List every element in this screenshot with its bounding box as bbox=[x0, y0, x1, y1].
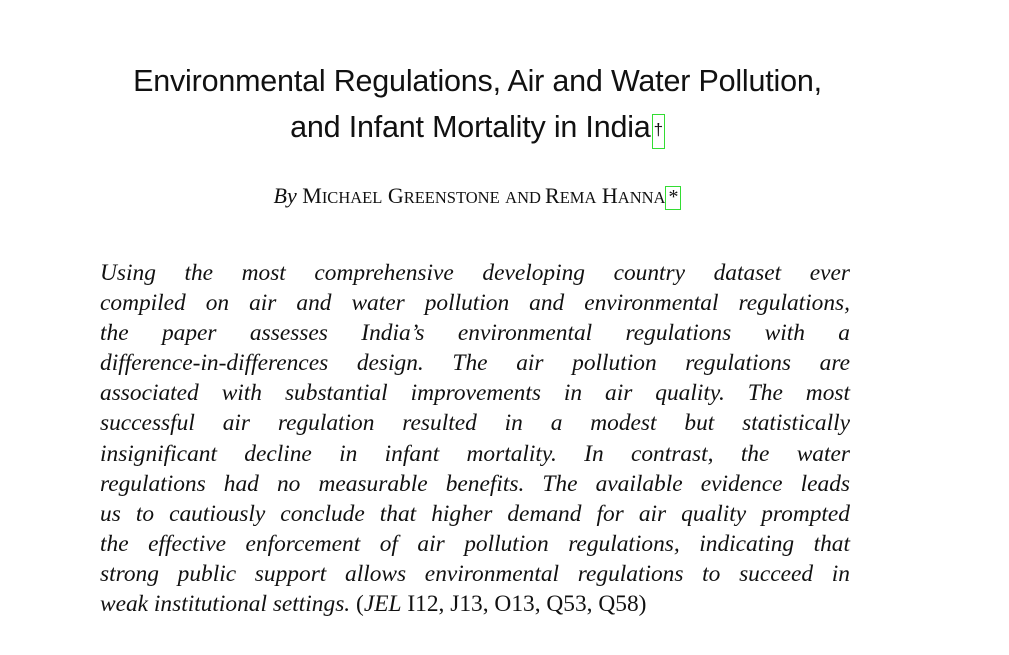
author-2-first-rest: EMA bbox=[559, 188, 597, 207]
abstract-line: insignificant decline in infant mortality. In contrast, the water bbox=[100, 440, 850, 467]
abstract-line: successful air regulation resulted in a modest but statistically bbox=[100, 410, 850, 437]
abstract-line: strong public support allows environmental regulations to succeed in bbox=[100, 560, 850, 587]
abstract-line: the paper assesses India’s environmental regulations with a bbox=[100, 320, 850, 347]
author-1-first-rest: ICHAEL bbox=[321, 188, 383, 207]
jel-classification: (JEL I12, J13, O13, Q53, Q58) bbox=[356, 591, 647, 618]
abstract bbox=[100, 258, 850, 619]
title-line-1: Environmental Regulations, Air and Water Pollution, bbox=[133, 64, 822, 98]
abstract-line: difference-in-differences design. The air pollution regulations are bbox=[100, 350, 850, 377]
author-2 bbox=[545, 183, 665, 208]
byline-footnote-link[interactable]: * bbox=[665, 186, 681, 210]
title-footnote-link[interactable]: † bbox=[652, 114, 665, 149]
abstract-line: the effective enforcement of air pollution regulations, indicating that bbox=[100, 530, 850, 557]
author-byline bbox=[0, 180, 955, 214]
byline-joiner: AND bbox=[505, 188, 546, 207]
abstract-line: compiled on air and water pollution and environmental regulations, bbox=[100, 290, 850, 317]
abstract-last-line bbox=[100, 589, 850, 619]
jel-codes: I12, J13, O13, Q53, Q58 bbox=[407, 591, 639, 618]
abstract-line: Using the most comprehensive developing country dataset ever bbox=[100, 260, 850, 286]
abstract-line: regulations had no measurable benefits. The available evidence leads bbox=[100, 470, 850, 497]
abstract-line: weak institutional settings. bbox=[100, 591, 351, 618]
author-2-last-initial: H bbox=[601, 183, 618, 208]
author-1-first-initial: M bbox=[302, 183, 322, 208]
author-1 bbox=[302, 183, 499, 208]
author-1-last-initial: G bbox=[387, 183, 404, 208]
author-2-last-rest: ANNA bbox=[617, 188, 666, 207]
author-2-first-initial: R bbox=[545, 183, 560, 208]
author-1-last-rest: REENSTONE bbox=[403, 188, 500, 207]
title-line-2-text: and Infant Mortality in India bbox=[290, 110, 651, 144]
title-line-2 bbox=[0, 104, 955, 150]
abstract-line: us to cautiously conclude that higher demand for air quality prompted bbox=[100, 500, 850, 527]
abstract-line: associated with substantial improvements in air quality. The most bbox=[100, 380, 850, 407]
paper-title bbox=[0, 58, 955, 150]
jel-label: JEL bbox=[363, 591, 402, 618]
byline-prefix: By bbox=[273, 183, 297, 208]
